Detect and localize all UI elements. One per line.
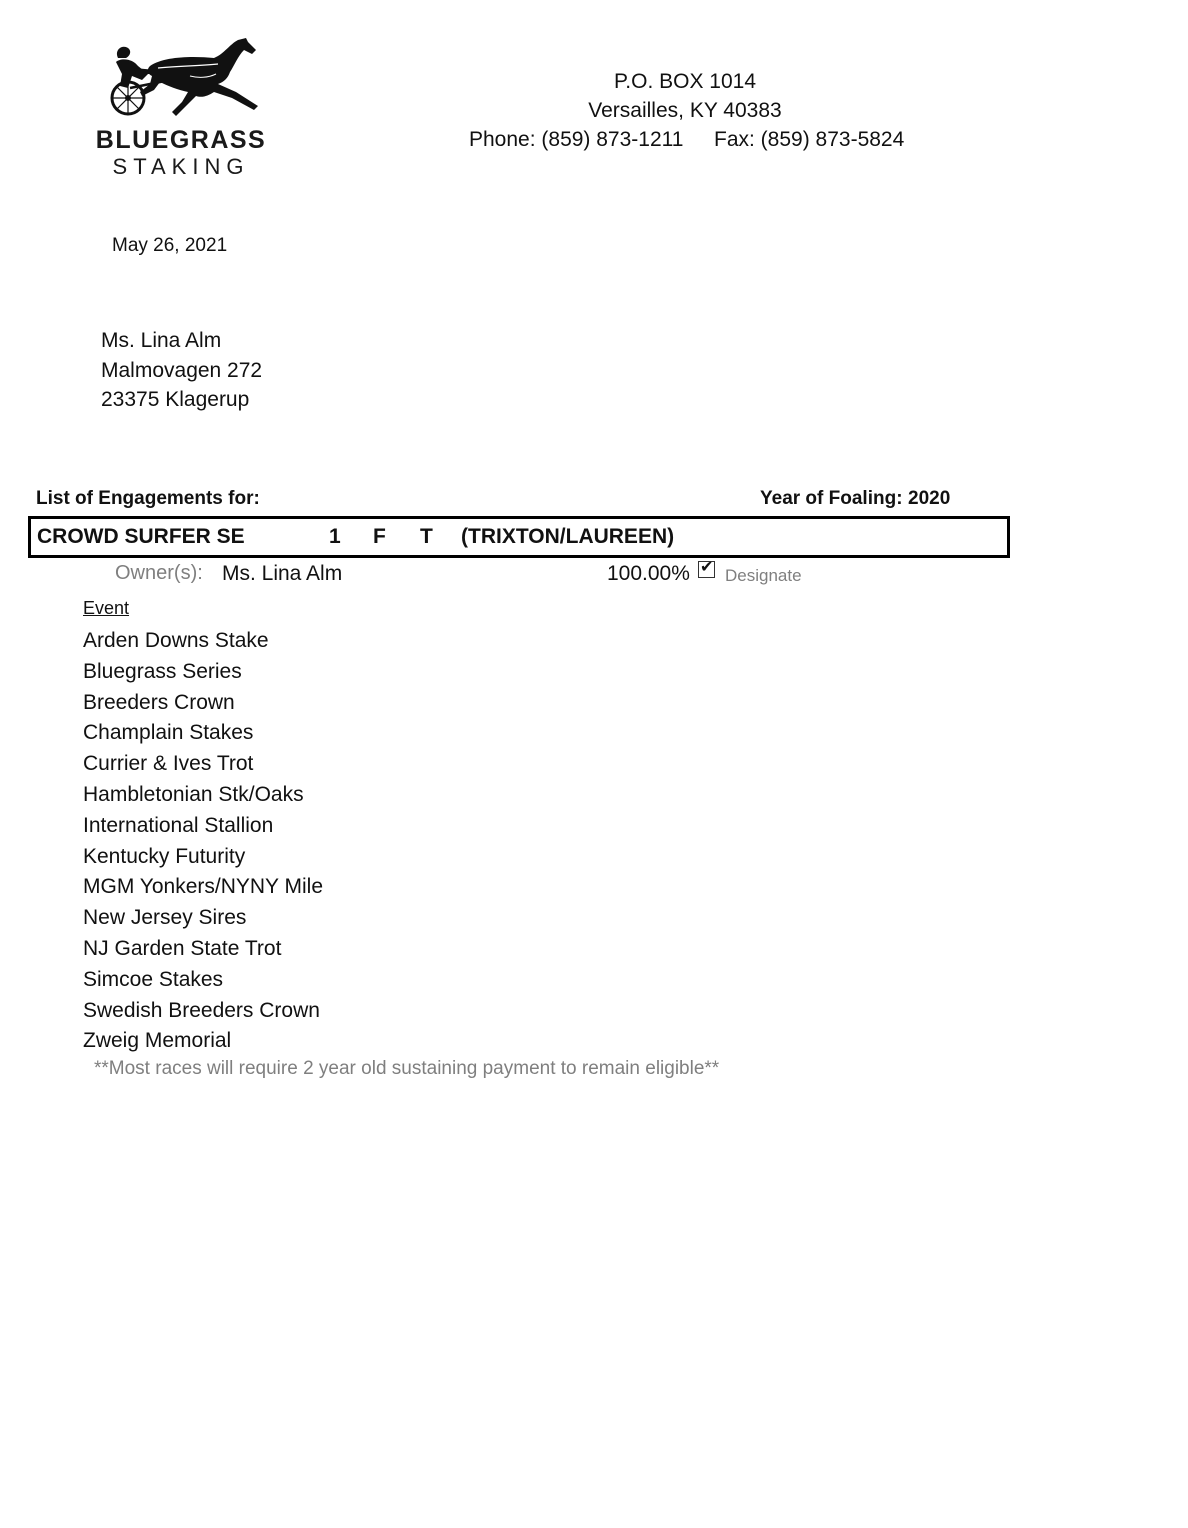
owner-name: Ms. Lina Alm [222, 562, 343, 585]
list-item: Simcoe Stakes [83, 967, 224, 991]
list-item: Breeders Crown [83, 690, 235, 714]
sustaining-payment-note: **Most races will require 2 year old sustaining payment to remain eligible** [94, 1058, 720, 1079]
list-item: New Jersey Sires [83, 906, 247, 930]
list-item: Kentucky Futurity [83, 844, 246, 868]
year-of-foaling-value: 2020 [908, 488, 951, 509]
horse-sex: F [373, 525, 386, 548]
list-item: International Stallion [83, 813, 274, 837]
list-item: Arden Downs Stake [83, 629, 269, 652]
phone-number: Phone: (859) 873-1211 [469, 128, 684, 151]
list-item: Zweig Memorial [83, 1029, 232, 1053]
horse-gait: T [420, 525, 433, 548]
year-of-foaling-label: Year of Foaling: [760, 488, 903, 509]
address-line-2: Versailles, KY 40383 [588, 99, 782, 122]
fax-number: Fax: (859) 873-5824 [714, 128, 905, 151]
letter-date: May 26, 2021 [112, 235, 228, 256]
designate-label: Designate [725, 566, 802, 585]
recipient-street: Malmovagen 272 [101, 359, 263, 382]
recipient-name: Ms. Lina Alm [101, 329, 222, 352]
owner-label: Owner(s): [115, 562, 203, 584]
designate-checkbox[interactable] [698, 561, 715, 578]
logo-wordmark-staking: STAKING [112, 154, 250, 179]
list-item: Hambletonian Stk/Oaks [83, 782, 304, 806]
list-item: MGM Yonkers/NYNY Mile [83, 875, 324, 899]
list-item: NJ Garden State Trot [83, 936, 282, 960]
horse-info-box [28, 516, 1010, 558]
list-item: Champlain Stakes [83, 721, 254, 745]
horse-age: 1 [329, 525, 341, 548]
list-item: Currier & Ives Trot [83, 752, 254, 776]
horse-pedigree: (TRIXTON/LAUREEN) [461, 525, 675, 548]
bluegrass-staking-logo [88, 36, 274, 184]
checkmark-icon: ✔ [700, 559, 714, 576]
event-list [83, 626, 323, 1057]
list-item: Bluegrass Series [83, 659, 242, 683]
list-item: Swedish Breeders Crown [83, 998, 320, 1022]
list-of-engagements-label: List of Engagements for: [36, 488, 260, 509]
horse-name: CROWD SURFER SE [37, 525, 245, 548]
address-line-1: P.O. BOX 1014 [613, 70, 757, 93]
event-column-header: Event [83, 598, 130, 618]
harness-racing-horse-icon [98, 36, 264, 118]
recipient-city: 23375 Klagerup [101, 388, 250, 411]
ownership-percent: 100.00% [607, 562, 690, 585]
logo-wordmark-bluegrass: BLUEGRASS [95, 126, 267, 154]
